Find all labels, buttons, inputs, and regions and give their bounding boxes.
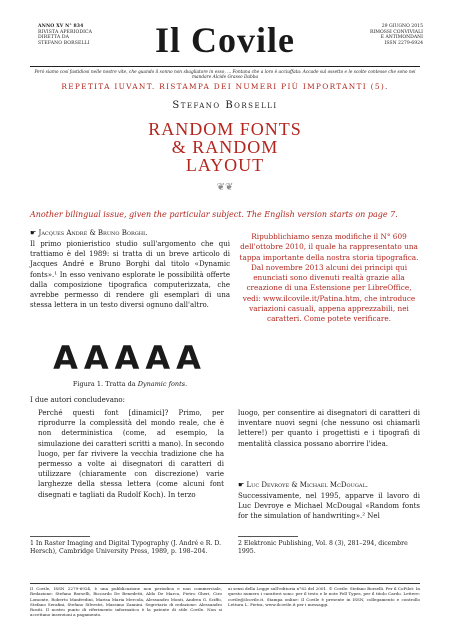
footnote-rule (238, 536, 298, 537)
quoted-conclusion-left: Perché questi font [dinamici]? Primo, per riprodurre la complessità del mondo reale, che è non deterministica (come, ad esempio, la simulazione dei caratteri scritti a mano). In secondo luogo, per far rivivere la vecchia tradizione che ha permesso a volte ai disegnatori di caratteri di utilizzare (chiaramente con discrezione) varie larghezze della stessa lettera (come alcuni font disegnati e tagliati da Rudolf Koch). In terzo (38, 409, 224, 499)
figure-caption (30, 380, 230, 388)
masthead-quote: Però siamo cosí fastidiosi nelle nostre vite, che quando il sonno non sbagliatore in esso, ... Fontana che a loro è acciuffata: Accade sul ossetto e le scolte contesse che sono nei mandare Alcide Grasso Dabba (34, 70, 416, 80)
article-author: Stefano Borselli (172, 100, 278, 111)
article-headline (30, 120, 420, 174)
issn: ISSN 2279-6924 (384, 40, 423, 46)
editor-name: STEFANO BORSELLI (38, 40, 90, 46)
conclude-intro: I due autori concludevano: (30, 396, 126, 404)
fleuron-ornament: ❦❦ (216, 182, 234, 193)
masthead-rule (30, 66, 420, 67)
colophon-right: ai sensi della Legge sull'editoria n°62 del 2001. © Covile: Stefano Borselli. Per il CoPilot: In questo numero i caratteri sono: per il testo e le note Fell Types, per il titolo Cardo. Lettere: covile@ilcovile.it. Stampa online: Il Covile è presente in ISSN, collegamento e controllo Lettura L. Pietra, www.ilcovile.it per i messaggi. (228, 586, 420, 607)
caption-suffix: . (185, 380, 188, 388)
caption-title: Dynamic fonts (137, 380, 186, 388)
masthead-left (38, 24, 108, 46)
masthead-right-line: RIMOSSI CONVIVIALI (370, 29, 423, 35)
quoted-conclusion-right: luogo, per consentire ai disegnatori di caratteri di inventare nuovi segni (che nessuno osi chiamarli lettere!) per quanto i progettisti e i tipografi di mentalità classica possano aborrire l'idea. (238, 409, 420, 448)
colophon-rule (30, 583, 420, 584)
masthead-right (343, 24, 423, 46)
masthead-left-line: DIRETTA DA (38, 35, 70, 41)
issue-date: 29 GIUGNO 2015 (381, 24, 423, 29)
masthead-left-line: RIVISTA APERIODICA (38, 29, 93, 35)
issue-number: ANNO XV N° 834 (38, 24, 84, 29)
section-heading-text: Luc Devroye & Michael McDougal. (246, 481, 369, 489)
section-banner: REPETITA IUVANT. RISTAMPA DEI NUMERI PIÙ IMPORTANTI (5). (61, 82, 389, 91)
hand-pointer-icon: ☛ (238, 481, 247, 489)
intro-paragraph: Il primo pionieristico studio sull'argomento che qui trattiamo è del 1989: si tratta di un breve articolo di Jacques André e Bruno Borghi dal titolo «Dynamic fonts».¹ In esso venivano esplorate le possibilità offerte dalla composizione tipografica computerizzata, che avrebbe permesso di rendere gli esemplari di una stessa lettera in un testo diversi ognuno dall'altro. (30, 240, 230, 310)
masthead-title: Il Covile (155, 20, 295, 60)
republish-note: Ripubblichiamo senza modifiche il N° 609 dell'ottobre 2010, il quale ha rappresentato una tappa importante della nostra storia tipografica. Dal novembre 2013 alcuni dei principi qui enunciati sono divenuti realtà grazie alla creazione di una Estensione per LibreOffice, vedi: www.ilcovile.it/Patina.htm, che introduce variazioni casuali, appena apprezzabili, nei caratteri. Come potete verificare. (239, 232, 419, 324)
bilingual-note: Another bilingual issue, given the particular subject. The English version starts on page 7. (30, 210, 398, 219)
hand-pointer-icon: ☛ (30, 229, 39, 237)
headline-line: RANDOM FONTS (148, 119, 302, 139)
figure-letters: AAAAA (53, 339, 207, 377)
footnote-2: 2 Elektronic Publishing, Vol. 8 (3), 281–294, dicembre 1995. (238, 540, 408, 556)
section-heading-text: Jacques André & Bruno Borghi. (38, 229, 148, 237)
figure (30, 340, 230, 388)
section-heading (30, 229, 230, 237)
devroye-paragraph: Successivamente, nel 1995, apparve il lavoro di Luc Devroye e Michael McDougal «Random fonts for the simulation of handwriting».² Nel (238, 492, 420, 521)
caption-prefix: Figura 1. Tratta da (72, 380, 138, 388)
colophon-left: Il Covile, ISSN 2279-6924, è una pubblicazione non periodica e non commerciale, Redazione: Stefano Borselli, Riccardo De Benedetti, Aldo De Marco, Pietro Gheri, Ciro Lomonte, Roberto Manfredini, Marisa Maria Mercola, Alessandro Monti, Andrea G. Sciffo, Stefano Serafini, Stefano Silvestri, Massimo Zannini. Segretario di redazione: Alessandro Rositi. Il nostro punto di riferimento informatico è la patente di stile Covile. Non si accettano inserzioni a pagamento. (30, 586, 222, 618)
headline-line: LAYOUT (185, 155, 265, 175)
section-heading (238, 481, 420, 489)
headline-line: & RANDOM (171, 137, 279, 157)
footnote-1: 1 In Raster Imaging and Digital Typography (J. André e R. D. Hersch), Cambridge University Press, 1989, p. 198–204. (30, 540, 222, 556)
footnote-rule (30, 536, 90, 537)
masthead-right-line: E ANTIMONDANI (380, 35, 423, 41)
